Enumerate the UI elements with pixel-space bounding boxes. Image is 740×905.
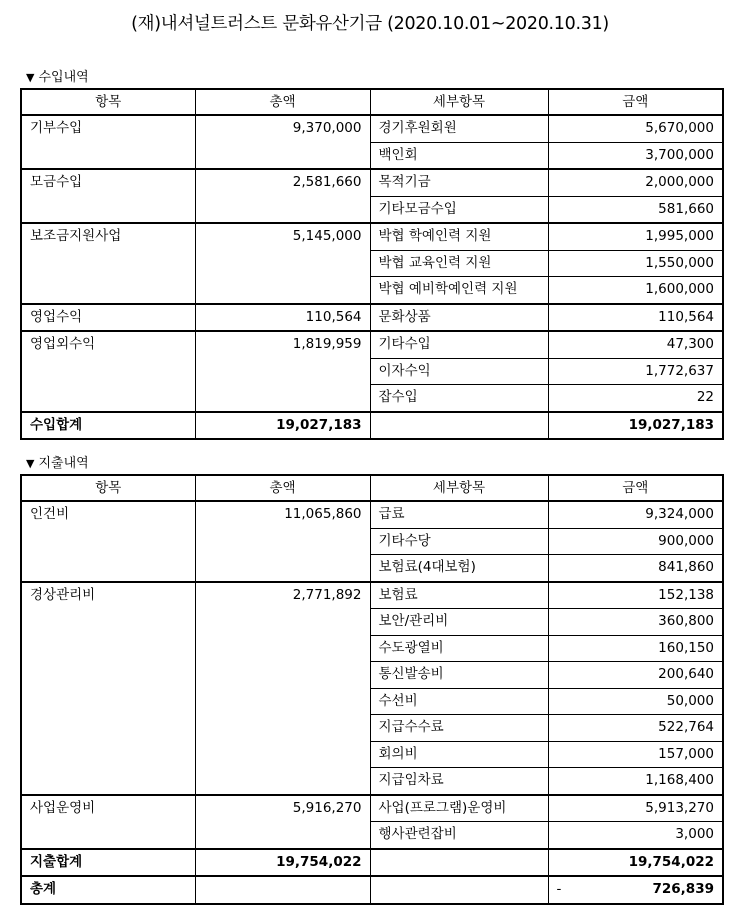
table-row: [21, 582, 723, 609]
detail-item-cell: 백인회: [370, 142, 548, 169]
total-value: 19,754,022: [195, 849, 370, 877]
detail-item-cell: 보험료: [370, 582, 548, 609]
detail-item-cell: 목적기금: [370, 169, 548, 196]
detail-item-cell: 잡수입: [370, 385, 548, 412]
category-total-cell: [195, 635, 370, 662]
detail-item-cell: 박협 예비학예인력 지원: [370, 277, 548, 304]
detail-item-cell: 박협 학예인력 지원: [370, 223, 548, 250]
category-cell: [21, 741, 195, 768]
total-amount: 19,027,183: [548, 412, 723, 440]
category-cell: [21, 385, 195, 412]
expense-section-label: [26, 452, 89, 471]
detail-amount-cell: 841,860: [548, 555, 723, 582]
table-row: [21, 662, 723, 689]
detail-amount-cell: 9,324,000: [548, 501, 723, 528]
table-row: [21, 528, 723, 555]
table-row: [21, 223, 723, 250]
category-cell: [21, 715, 195, 742]
column-header: 항목: [21, 475, 195, 501]
category-total-cell: 5,145,000: [195, 223, 370, 250]
total-empty-cell: [370, 412, 548, 440]
detail-item-cell: 사업(프로그램)운영비: [370, 795, 548, 822]
income-section-text: 수입내역: [38, 70, 89, 85]
category-total-cell: 11,065,860: [195, 501, 370, 528]
triangle-down-icon: ▼: [26, 457, 35, 470]
category-total-cell: 9,370,000: [195, 115, 370, 142]
column-header: 총액: [195, 89, 370, 115]
category-total-cell: [195, 277, 370, 304]
category-total-cell: [195, 768, 370, 795]
table-row: [21, 741, 723, 768]
category-cell: 사업운영비: [21, 795, 195, 822]
detail-amount-cell: 1,995,000: [548, 223, 723, 250]
detail-amount-cell: 160,150: [548, 635, 723, 662]
detail-amount-cell: 50,000: [548, 688, 723, 715]
detail-amount-cell: 1,600,000: [548, 277, 723, 304]
detail-item-cell: 수선비: [370, 688, 548, 715]
table-row: [21, 635, 723, 662]
detail-amount-cell: 581,660: [548, 196, 723, 223]
page-title: (재)내셔널트러스트 문화유산기금 (2020.10.01~2020.10.31): [131, 14, 609, 34]
detail-amount-cell: 3,000: [548, 822, 723, 849]
detail-item-cell: 문화상품: [370, 304, 548, 332]
total-row: [21, 849, 723, 877]
category-cell: [21, 196, 195, 223]
column-header: 세부항목: [370, 89, 548, 115]
detail-amount-cell: 22: [548, 385, 723, 412]
detail-item-cell: 급료: [370, 501, 548, 528]
category-total-cell: 110,564: [195, 304, 370, 332]
detail-item-cell: 행사관련잡비: [370, 822, 548, 849]
grand-total-label: 총계: [21, 876, 195, 904]
table-row: [21, 501, 723, 528]
detail-amount-cell: 360,800: [548, 609, 723, 636]
table-row: [21, 331, 723, 358]
category-cell: 인건비: [21, 501, 195, 528]
category-total-cell: [195, 358, 370, 385]
grand-total-row: [21, 876, 723, 904]
category-cell: 영업수익: [21, 304, 195, 332]
expense-table: [20, 474, 724, 905]
detail-item-cell: 회의비: [370, 741, 548, 768]
category-cell: 모금수입: [21, 169, 195, 196]
detail-item-cell: 보험료(4대보험): [370, 555, 548, 582]
category-cell: [21, 528, 195, 555]
table-row: [21, 609, 723, 636]
detail-item-cell: 기타모금수입: [370, 196, 548, 223]
category-cell: [21, 768, 195, 795]
table-row: [21, 715, 723, 742]
category-total-cell: [195, 741, 370, 768]
grand-total-amount: [548, 876, 723, 904]
table-row: [21, 250, 723, 277]
table-row: [21, 196, 723, 223]
category-cell: [21, 822, 195, 849]
table-header-row: [21, 475, 723, 501]
detail-amount-cell: 522,764: [548, 715, 723, 742]
total-value: 19,027,183: [195, 412, 370, 440]
triangle-down-icon: ▼: [26, 71, 35, 84]
detail-item-cell: 통신발송비: [370, 662, 548, 689]
category-cell: [21, 250, 195, 277]
column-header: 금액: [548, 475, 723, 501]
table-row: [21, 385, 723, 412]
category-total-cell: [195, 688, 370, 715]
total-empty-cell: [370, 849, 548, 877]
detail-item-cell: 이자수익: [370, 358, 548, 385]
category-total-cell: [195, 528, 370, 555]
column-header: 항목: [21, 89, 195, 115]
category-cell: 기부수입: [21, 115, 195, 142]
category-total-cell: 2,771,892: [195, 582, 370, 609]
category-total-cell: [195, 196, 370, 223]
detail-amount-cell: 3,700,000: [548, 142, 723, 169]
detail-item-cell: 보안/관리비: [370, 609, 548, 636]
category-total-cell: [195, 609, 370, 636]
category-cell: [21, 277, 195, 304]
detail-amount-cell: 1,550,000: [548, 250, 723, 277]
detail-item-cell: 지급수수료: [370, 715, 548, 742]
detail-amount-cell: 5,913,270: [548, 795, 723, 822]
category-total-cell: [195, 715, 370, 742]
total-label: 수입합계: [21, 412, 195, 440]
table-row: [21, 115, 723, 142]
category-cell: [21, 142, 195, 169]
total-amount: 19,754,022: [548, 849, 723, 877]
detail-item-cell: 지급임차료: [370, 768, 548, 795]
detail-item-cell: 박협 교육인력 지원: [370, 250, 548, 277]
category-total-cell: [195, 142, 370, 169]
expense-section-text: 지출내역: [38, 456, 89, 471]
detail-item-cell: 기타수당: [370, 528, 548, 555]
column-header: 금액: [548, 89, 723, 115]
table-row: [21, 142, 723, 169]
grand-total-value: 726,839: [652, 881, 714, 897]
detail-amount-cell: 157,000: [548, 741, 723, 768]
category-cell: [21, 662, 195, 689]
column-header: 세부항목: [370, 475, 548, 501]
category-cell: 영업외수익: [21, 331, 195, 358]
category-total-cell: 5,916,270: [195, 795, 370, 822]
category-total-cell: [195, 662, 370, 689]
income-section-label: [26, 66, 89, 85]
detail-item-cell: 수도광열비: [370, 635, 548, 662]
detail-amount-cell: 47,300: [548, 331, 723, 358]
table-header-row: [21, 89, 723, 115]
table-row: [21, 358, 723, 385]
total-row: [21, 412, 723, 440]
category-total-cell: [195, 555, 370, 582]
table-row: [21, 795, 723, 822]
grand-empty-cell: [370, 876, 548, 904]
category-total-cell: 1,819,959: [195, 331, 370, 358]
detail-amount-cell: 2,000,000: [548, 169, 723, 196]
category-total-cell: [195, 822, 370, 849]
table-row: [21, 277, 723, 304]
table-row: [21, 169, 723, 196]
category-cell: [21, 358, 195, 385]
detail-amount-cell: 1,772,637: [548, 358, 723, 385]
table-row: [21, 768, 723, 795]
category-total-cell: [195, 250, 370, 277]
detail-amount-cell: 5,670,000: [548, 115, 723, 142]
detail-amount-cell: 110,564: [548, 304, 723, 332]
detail-amount-cell: 900,000: [548, 528, 723, 555]
category-cell: [21, 635, 195, 662]
detail-item-cell: 경기후원회원: [370, 115, 548, 142]
detail-amount-cell: 1,168,400: [548, 768, 723, 795]
column-header: 총액: [195, 475, 370, 501]
detail-amount-cell: 200,640: [548, 662, 723, 689]
category-cell: [21, 609, 195, 636]
total-label: 지출합계: [21, 849, 195, 877]
category-cell: [21, 555, 195, 582]
income-table: [20, 88, 724, 440]
category-total-cell: 2,581,660: [195, 169, 370, 196]
category-total-cell: [195, 385, 370, 412]
table-row: [21, 822, 723, 849]
category-cell: [21, 688, 195, 715]
category-cell: 경상관리비: [21, 582, 195, 609]
category-cell: 보조금지원사업: [21, 223, 195, 250]
table-row: [21, 555, 723, 582]
detail-item-cell: 기타수입: [370, 331, 548, 358]
detail-amount-cell: 152,138: [548, 582, 723, 609]
table-row: [21, 688, 723, 715]
dash-mark: -: [556, 881, 562, 897]
grand-empty-cell: [195, 876, 370, 904]
table-row: [21, 304, 723, 332]
